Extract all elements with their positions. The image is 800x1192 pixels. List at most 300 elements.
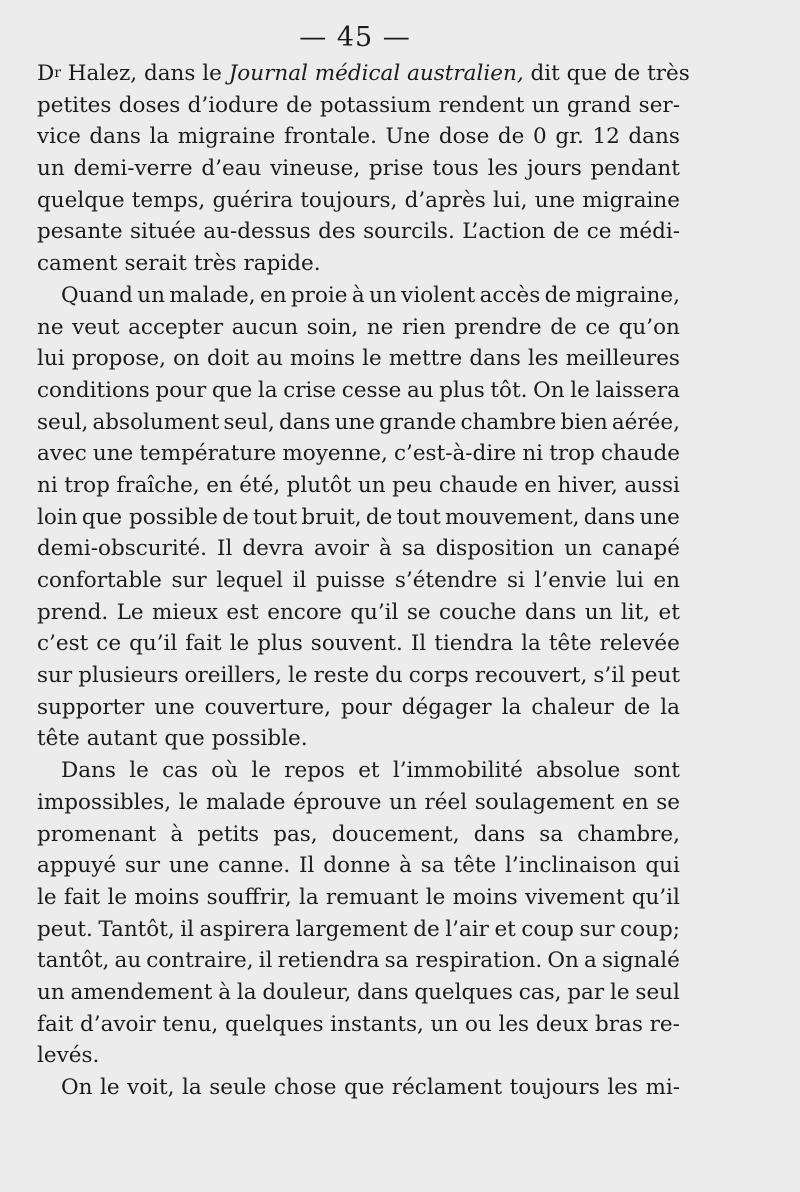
word: cas, <box>518 979 562 1005</box>
word: moins <box>290 346 356 372</box>
word: une <box>168 853 210 879</box>
text-line <box>37 819 680 851</box>
word: repos <box>284 758 345 784</box>
word: ce <box>96 631 122 657</box>
text-fragment: dit que de très <box>523 61 690 86</box>
word: absolue <box>536 758 621 784</box>
word: en <box>653 568 680 593</box>
word: avec <box>37 441 87 467</box>
word: grande <box>379 409 457 435</box>
word: chambre, <box>577 821 680 847</box>
word: levés. <box>37 1043 100 1069</box>
word: sur <box>579 916 615 942</box>
word: s’étendre <box>394 568 498 593</box>
word: remuant <box>325 884 419 910</box>
word: la <box>298 884 319 910</box>
word: bien <box>560 409 608 435</box>
word: située <box>130 219 196 245</box>
text-line <box>37 438 680 470</box>
word: tous <box>432 156 479 182</box>
word: au <box>256 346 283 372</box>
word: ni <box>37 472 58 498</box>
word: le <box>425 884 446 910</box>
word: violent <box>401 282 476 308</box>
word: tout <box>396 504 441 530</box>
word: douleur, <box>262 979 352 1005</box>
word: tête <box>453 853 497 879</box>
word: en <box>622 789 649 815</box>
word: seule <box>209 1075 267 1100</box>
word: On <box>533 377 565 403</box>
word: s’il <box>593 663 625 689</box>
text-line <box>37 216 680 248</box>
word: souffrir, <box>206 884 292 910</box>
word: à <box>218 979 232 1005</box>
text-line <box>37 692 680 724</box>
word: soulagement <box>474 789 615 815</box>
word: frontale. <box>283 124 377 150</box>
word: un <box>37 979 65 1005</box>
word: peut. <box>37 916 93 942</box>
word: à <box>351 282 365 308</box>
text-line <box>37 787 680 819</box>
word: sourcils. <box>363 219 455 245</box>
word: Le <box>116 599 144 625</box>
word: la <box>149 124 170 150</box>
word: le <box>609 979 630 1005</box>
word: re- <box>649 1011 680 1037</box>
text-line <box>37 1040 680 1072</box>
word: la <box>182 1075 202 1100</box>
text-line <box>37 755 680 787</box>
page-number: — 45 — <box>299 22 411 53</box>
word: Une <box>385 124 431 150</box>
word: un <box>584 599 613 625</box>
word: rien <box>401 314 446 340</box>
word: dans <box>469 346 521 372</box>
word: coup <box>521 916 574 942</box>
word: couche <box>438 599 517 625</box>
word: avoir <box>314 536 370 562</box>
word: un <box>389 789 417 815</box>
word: dans <box>278 409 331 435</box>
word: si <box>507 568 525 593</box>
word: quelque <box>37 187 125 213</box>
word: doses <box>118 92 181 118</box>
word: conditions <box>37 377 150 403</box>
word: possible. <box>211 726 308 752</box>
word: mieux <box>152 599 219 625</box>
word: réclament <box>391 1075 503 1100</box>
word: trop <box>64 472 110 498</box>
word: dégager <box>401 694 492 720</box>
text-line <box>37 723 680 755</box>
word: propose, <box>71 346 166 372</box>
text-fragment: D <box>37 61 55 86</box>
word: qu’il <box>350 599 399 625</box>
word: toujours <box>509 1075 600 1100</box>
word: accès <box>479 282 541 308</box>
word: où <box>211 758 239 784</box>
word: et <box>358 758 380 784</box>
word: instants, <box>330 1011 424 1037</box>
word: seul, <box>223 409 275 435</box>
text-line <box>37 248 680 280</box>
word: le <box>178 789 199 815</box>
word: ne <box>366 314 394 340</box>
word: corps <box>408 663 469 689</box>
text-line <box>37 660 680 692</box>
word: appuyé <box>37 853 117 879</box>
word: sont <box>633 758 680 784</box>
word: les <box>498 1011 530 1037</box>
word: supporter <box>37 694 145 720</box>
word: relevée <box>599 631 680 657</box>
word: qu’il <box>129 631 178 657</box>
text-line <box>37 1009 680 1041</box>
text-line <box>37 882 680 914</box>
word: un <box>369 282 397 308</box>
word: d’avoir <box>80 1011 156 1037</box>
word: mouvement, <box>445 504 580 530</box>
word: signalé <box>601 948 680 974</box>
word: dans <box>524 599 577 625</box>
word: encore <box>267 599 342 625</box>
word: prise <box>368 156 424 182</box>
word: l’air <box>445 916 489 942</box>
word: sa respiration. <box>384 948 543 974</box>
word: doucement, <box>331 821 460 847</box>
word: ce <box>586 219 612 245</box>
word: 0 <box>533 124 547 150</box>
word: une <box>154 694 195 720</box>
word: petits <box>197 821 260 847</box>
word: la <box>521 631 541 657</box>
word: dose <box>438 124 490 150</box>
word: c’est-à-dire <box>393 441 517 467</box>
word: peut <box>630 663 680 689</box>
text-line <box>37 533 680 565</box>
word: retiendra <box>277 948 380 974</box>
word: se <box>406 599 431 625</box>
word: ou <box>464 1011 492 1037</box>
word: gr. <box>555 124 584 150</box>
word: sa <box>401 536 426 562</box>
word: recouvert, <box>474 663 588 689</box>
text-line <box>37 90 680 122</box>
word: amendement <box>70 979 213 1005</box>
word: chaleur <box>531 694 614 720</box>
word: sa <box>420 853 445 879</box>
word: tête <box>548 631 592 657</box>
word: jours <box>526 156 582 182</box>
word: l’immobilité <box>392 758 523 784</box>
word: hiver, <box>557 472 618 498</box>
word: aérée, <box>611 409 680 435</box>
word: absolument <box>92 409 220 435</box>
word: au <box>406 377 434 403</box>
word: grand <box>566 92 632 118</box>
word: chaude <box>600 441 680 467</box>
word: de <box>550 314 577 340</box>
word: de <box>497 124 525 150</box>
word: dans <box>357 979 409 1005</box>
word: le <box>129 758 149 784</box>
word: cas <box>162 758 198 784</box>
word: disposition <box>435 536 555 562</box>
word: la <box>236 979 257 1005</box>
word: moyenne, <box>282 441 388 467</box>
word: malade, <box>169 282 256 308</box>
word: plus <box>257 631 303 657</box>
word: demi-obscurité. <box>37 536 207 562</box>
word: Il <box>299 853 315 879</box>
word: lui <box>37 346 65 372</box>
word: mettre <box>388 346 463 372</box>
word: seul <box>635 979 680 1005</box>
word: on <box>173 346 200 372</box>
word: pour <box>340 694 392 720</box>
word: Tantôt, <box>98 916 175 942</box>
body-text <box>37 58 690 1104</box>
text-line <box>37 914 680 946</box>
word: contraire, <box>146 948 254 974</box>
word: peu <box>392 472 433 498</box>
text-line <box>37 153 680 185</box>
word: lit, <box>620 599 651 625</box>
word: demi-verre <box>73 156 193 182</box>
word: trop <box>549 441 595 467</box>
word: meilleures <box>565 346 680 372</box>
word: bras <box>594 1011 643 1037</box>
word: loin <box>37 504 78 530</box>
word: malade <box>206 789 286 815</box>
word: coup; <box>620 916 680 942</box>
word: ni <box>522 441 544 467</box>
word: migraine <box>177 124 276 150</box>
word: été, <box>239 472 281 498</box>
word: et <box>658 599 680 625</box>
text-line <box>37 502 680 534</box>
word: dans <box>89 124 141 150</box>
word: plus <box>439 377 485 403</box>
journal-title: Journal médical australien, <box>228 61 524 86</box>
word: vineuse, <box>270 156 361 182</box>
word: qu’on <box>618 314 680 340</box>
word: les <box>607 1075 638 1100</box>
word: aussi <box>624 472 680 498</box>
text-line <box>37 1072 680 1104</box>
word: fraîche, <box>116 472 200 498</box>
word: L’action <box>462 219 546 245</box>
text-line <box>37 375 680 407</box>
word: de <box>222 504 249 530</box>
word: la <box>501 694 522 720</box>
word: 12 <box>592 124 620 150</box>
text-line <box>37 185 680 217</box>
word: de <box>552 219 580 245</box>
word: le <box>229 631 250 657</box>
text-line <box>37 121 680 153</box>
text-line <box>37 628 680 660</box>
word: quelques <box>414 979 513 1005</box>
word: le <box>288 663 308 689</box>
word: d’iodure <box>187 92 279 118</box>
word: oreillers, <box>184 663 282 689</box>
word: toujours, <box>300 187 398 213</box>
word: lui <box>616 568 644 593</box>
word: médi- <box>618 219 680 245</box>
word: Il <box>216 536 233 562</box>
word: confortable <box>37 568 162 593</box>
text-fragment: r <box>54 65 61 81</box>
word: les <box>487 156 519 182</box>
word: fait <box>37 1011 74 1037</box>
word: un <box>37 156 65 182</box>
word: au <box>114 948 142 974</box>
word: au-dessus <box>203 219 311 245</box>
word: réel <box>424 789 468 815</box>
word: sur <box>124 853 161 879</box>
word: de <box>544 282 572 308</box>
word: qui <box>645 853 680 879</box>
word: un <box>137 282 165 308</box>
word: donne <box>323 853 391 879</box>
word: seul, <box>37 409 89 435</box>
word: crise <box>283 377 337 403</box>
word: de <box>413 916 440 942</box>
word: autant <box>86 726 158 752</box>
word: chaude <box>438 472 518 498</box>
text-line <box>37 597 680 629</box>
word: bruit, <box>301 504 362 530</box>
word: d’après <box>404 187 486 213</box>
word: plutôt <box>286 472 352 498</box>
text-line <box>37 58 690 90</box>
word: ce <box>585 314 611 340</box>
word: mi- <box>645 1075 680 1100</box>
text-fragment: Halez, dans le <box>60 61 229 86</box>
word: de <box>623 694 651 720</box>
word: pesante <box>37 219 123 245</box>
word: les <box>527 346 559 372</box>
word: à <box>399 853 412 879</box>
word: sa <box>539 821 564 847</box>
word: que <box>164 726 205 752</box>
text-line <box>37 312 680 344</box>
word: aucun <box>231 314 299 340</box>
word: pendant <box>590 156 680 182</box>
word: chose <box>273 1075 337 1100</box>
word: un <box>357 472 386 498</box>
word: tiendra <box>434 631 514 657</box>
word: doit <box>206 346 250 372</box>
word: On <box>547 948 579 974</box>
word: moins <box>134 884 200 910</box>
word: que <box>343 1075 385 1100</box>
word: le <box>37 884 57 910</box>
word: vice <box>37 124 81 150</box>
word: un <box>564 536 592 562</box>
word: que <box>211 377 253 403</box>
word: quelques <box>224 1011 324 1037</box>
word: fait <box>185 631 222 657</box>
word: le <box>107 884 128 910</box>
word: accepter <box>128 314 224 340</box>
word: il <box>258 948 273 974</box>
word: éprouve <box>293 789 382 815</box>
word: il <box>180 916 195 942</box>
word: une <box>334 409 375 435</box>
word: et <box>494 916 516 942</box>
word: canne. <box>218 853 291 879</box>
word: d’eau <box>201 156 262 182</box>
word: sur <box>171 568 207 593</box>
word: le <box>99 1075 120 1100</box>
word: veut <box>72 314 120 340</box>
word: serait <box>124 251 187 277</box>
word: est <box>226 599 259 625</box>
word: une <box>639 504 680 530</box>
word: tenu, <box>162 1011 219 1037</box>
text-line <box>37 407 680 439</box>
word: du <box>375 663 403 689</box>
word: cament <box>37 251 118 277</box>
word: a <box>584 948 597 974</box>
word: prendre <box>454 314 542 340</box>
word: ser- <box>638 92 680 118</box>
word: de <box>286 92 313 118</box>
word: un <box>430 1011 459 1037</box>
text-line <box>37 945 680 977</box>
word: ne <box>37 314 64 340</box>
word: en <box>206 472 233 498</box>
word: Il <box>410 631 427 657</box>
word: le <box>362 346 382 372</box>
word: On <box>61 1075 93 1100</box>
word: lui, <box>493 187 528 213</box>
word: Quand <box>61 282 133 308</box>
text-line <box>37 565 680 597</box>
word: cesse <box>341 377 402 403</box>
word: le <box>251 758 271 784</box>
text-line <box>37 850 680 882</box>
word: largement <box>295 916 408 942</box>
word: petites <box>37 92 112 118</box>
word: tantôt, <box>37 948 110 974</box>
word: voit, <box>127 1075 175 1100</box>
word: reste <box>313 663 370 689</box>
word: canapé <box>601 536 680 562</box>
word: une <box>92 441 134 467</box>
word: puisse <box>315 568 386 593</box>
word: température <box>139 441 277 467</box>
word: tout <box>253 504 298 530</box>
text-line <box>37 343 680 375</box>
word: fait <box>63 884 101 910</box>
word: sur <box>37 663 73 689</box>
word: devra <box>242 536 305 562</box>
word: tôt. <box>490 377 528 403</box>
word: un <box>531 92 560 118</box>
word: le <box>570 377 590 403</box>
word: à <box>379 536 392 562</box>
word: soin, <box>306 314 359 340</box>
word: que possible <box>81 504 218 530</box>
word: temps, <box>131 187 206 213</box>
word: laissera <box>595 377 680 403</box>
word: pas, <box>273 821 318 847</box>
